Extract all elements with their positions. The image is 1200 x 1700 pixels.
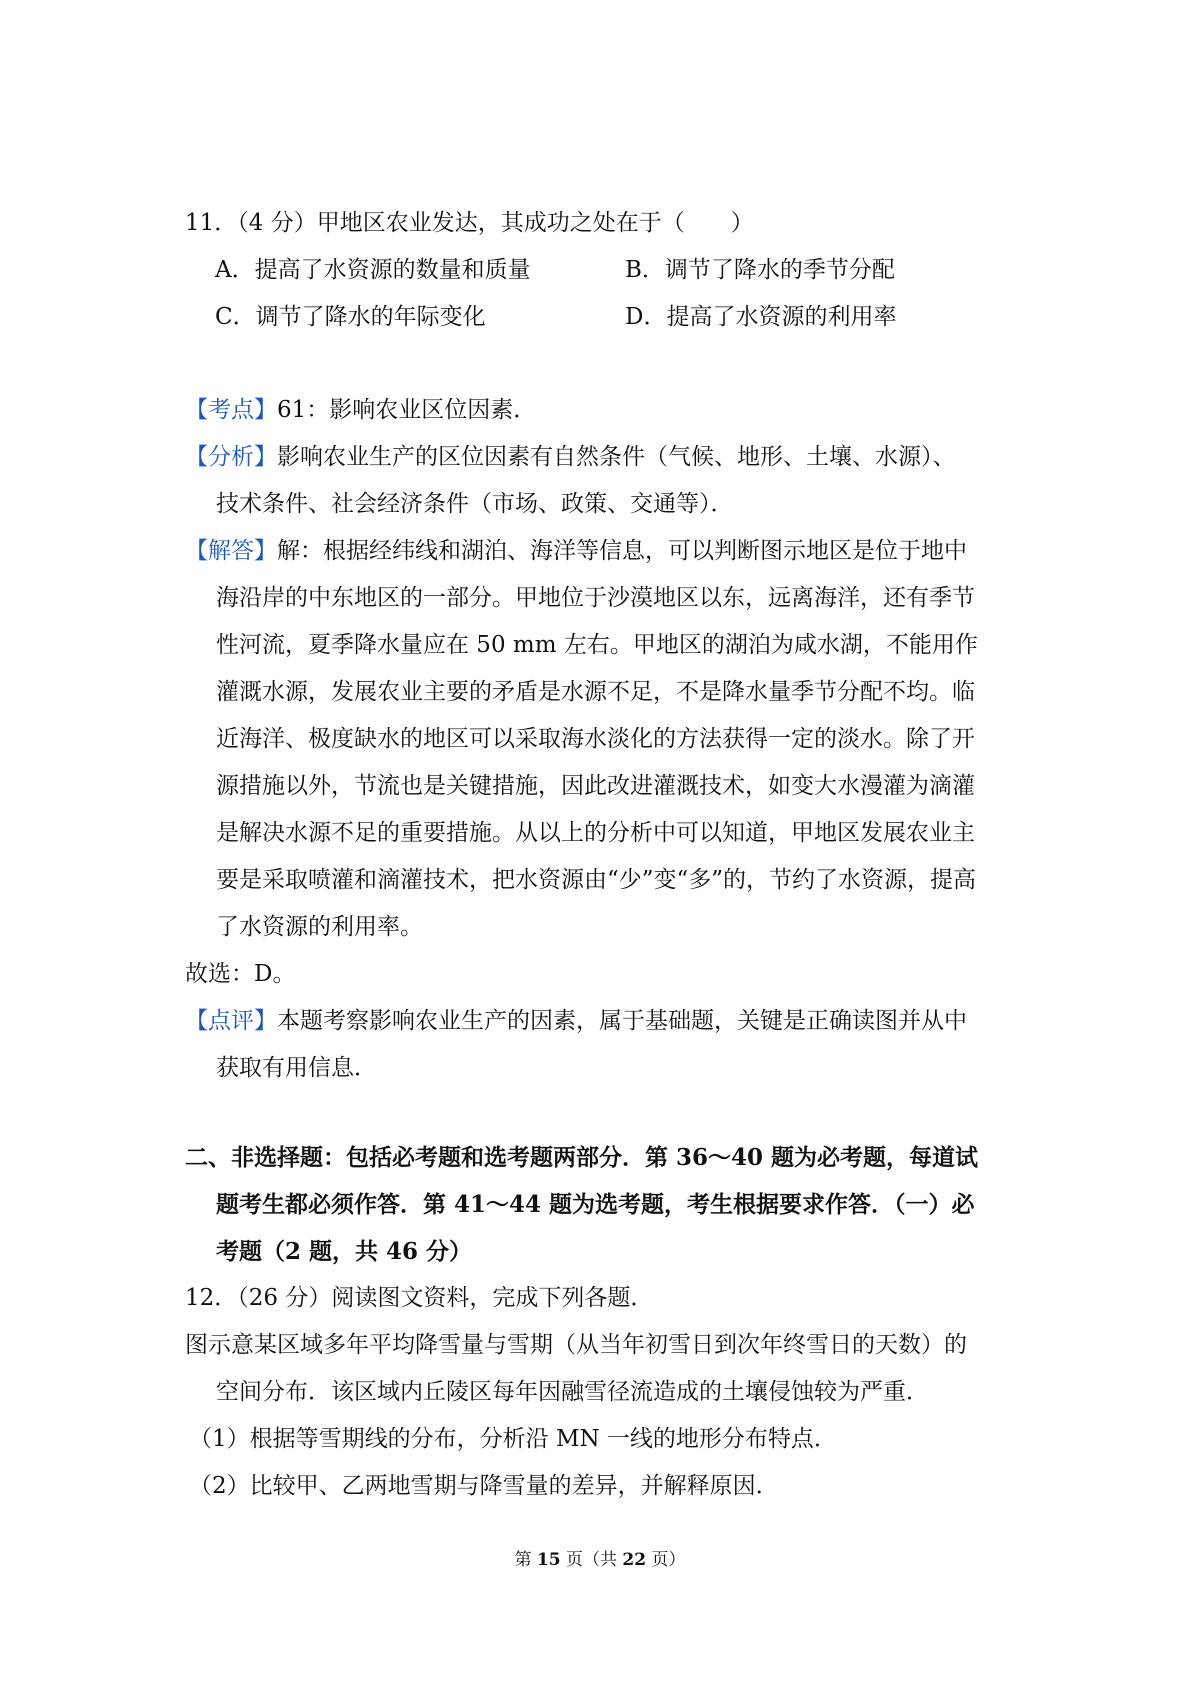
- jieda-line: 海沿岸的中东地区的一部分。甲地位于沙漠地区以东，远离海洋，还有季节: [216, 585, 975, 611]
- kaodian-tag: 【考点】: [185, 397, 277, 423]
- jieda-line: 了水资源的利用率。: [216, 914, 423, 940]
- question-12-stem: 12．（26 分）阅读图文资料，完成下列各题．: [185, 1285, 654, 1311]
- dianping-tag: 【点评】: [185, 1008, 277, 1034]
- question-11-options: [215, 247, 1025, 341]
- option-a: A．提高了水资源的数量和质量: [215, 257, 531, 283]
- jieda-line: 是解决水源不足的重要措施。从以上的分析中可以知道，甲地区发展农业主: [216, 820, 975, 846]
- jieda-line: 源措施以外，节流也是关键措施，因此改进灌溉技术，如变大水漫灌为滴灌: [216, 773, 975, 799]
- kaodian-text: 61：影响农业区位因素．: [277, 397, 537, 423]
- dianping-line-2: 获取有用信息．: [216, 1055, 377, 1081]
- jieda-line-1: 解：根据经纬线和湖泊、海洋等信息，可以判断图示地区是位于地中: [277, 538, 967, 564]
- section-2-heading-line-2: 题考生都必须作答．第 41～44 题为选考题，考生根据要求作答．（一）必: [216, 1191, 975, 1218]
- answer-line: 故选：D。: [185, 961, 296, 987]
- dianping-line-1: 本题考察影响农业生产的因素，属于基础题，关键是正确读图并从中: [277, 1008, 967, 1034]
- jieda-line: 要是采取喷灌和滴灌技术，把水资源由“少”变“多”的，节约了水资源，提高: [216, 867, 977, 893]
- footer-page-number: 15: [536, 1550, 561, 1570]
- footer-prefix: 第: [514, 1550, 537, 1570]
- footer-suffix: 页）: [646, 1550, 686, 1570]
- fenxi-line-1: 影响农业生产的区位因素有自然条件（气候、地形、土壤、水源）、: [277, 444, 956, 470]
- section-2-heading-line-1: 二、非选择题：包括必考题和选考题两部分．第 36～40 题为必考题，每道试: [185, 1144, 979, 1171]
- section-2-heading-line-3: 考题（2 题，共 46 分）: [216, 1238, 473, 1265]
- fenxi-line-2: 技术条件、社会经济条件（市场、政策、交通等）．: [216, 491, 734, 517]
- dianping-section: [185, 998, 1025, 1045]
- jieda-line: 近海洋、极度缺水的地区可以采取海水淡化的方法获得一定的淡水。除了开: [216, 726, 975, 752]
- spacer: [185, 341, 1025, 387]
- jieda-tag: 【解答】: [185, 538, 277, 564]
- footer-total-pages: 22: [622, 1550, 647, 1570]
- footer-middle: 页（共: [560, 1550, 623, 1570]
- fenxi-section: [185, 434, 1025, 481]
- fenxi-tag: 【分析】: [185, 444, 277, 470]
- spacer: [185, 1092, 1025, 1134]
- jieda-line: 性河流，夏季降水量应在 50 mm 左右。甲地区的湖泊为咸水湖，不能用作: [216, 632, 978, 658]
- question-12-intro-line-1: 图示意某区域多年平均降雪量与雪期（从当年初雪日到次年终雪日的天数）的: [185, 1332, 967, 1358]
- jieda-section: [185, 528, 1025, 575]
- page-footer: [0, 1545, 1200, 1570]
- document-page: [185, 200, 1025, 1510]
- question-11-stem: 11．（4 分）甲地区农业发达，其成功之处在于（ ）: [185, 210, 754, 236]
- kaodian-section: [185, 387, 1025, 434]
- option-c: C．调节了降水的年际变化: [215, 304, 486, 330]
- jieda-line: 灌溉水源，发展农业主要的矛盾是水源不足，不是降水量季节分配不均。临: [216, 679, 975, 705]
- question-12-intro-line-2: 空间分布．该区域内丘陵区每年因融雪径流造成的土壤侵蚀较为严重．: [216, 1379, 929, 1405]
- question-12-sub-1: （1）根据等雪期线的分布，分析沿 MN 一线的地形分布特点．: [189, 1426, 837, 1452]
- question-12-sub-2: （2）比较甲、乙两地雪期与降雪量的差异，并解释原因．: [189, 1473, 779, 1499]
- option-d: D．提高了水资源的利用率: [625, 304, 897, 330]
- option-b: B．调节了降水的季节分配: [625, 257, 895, 283]
